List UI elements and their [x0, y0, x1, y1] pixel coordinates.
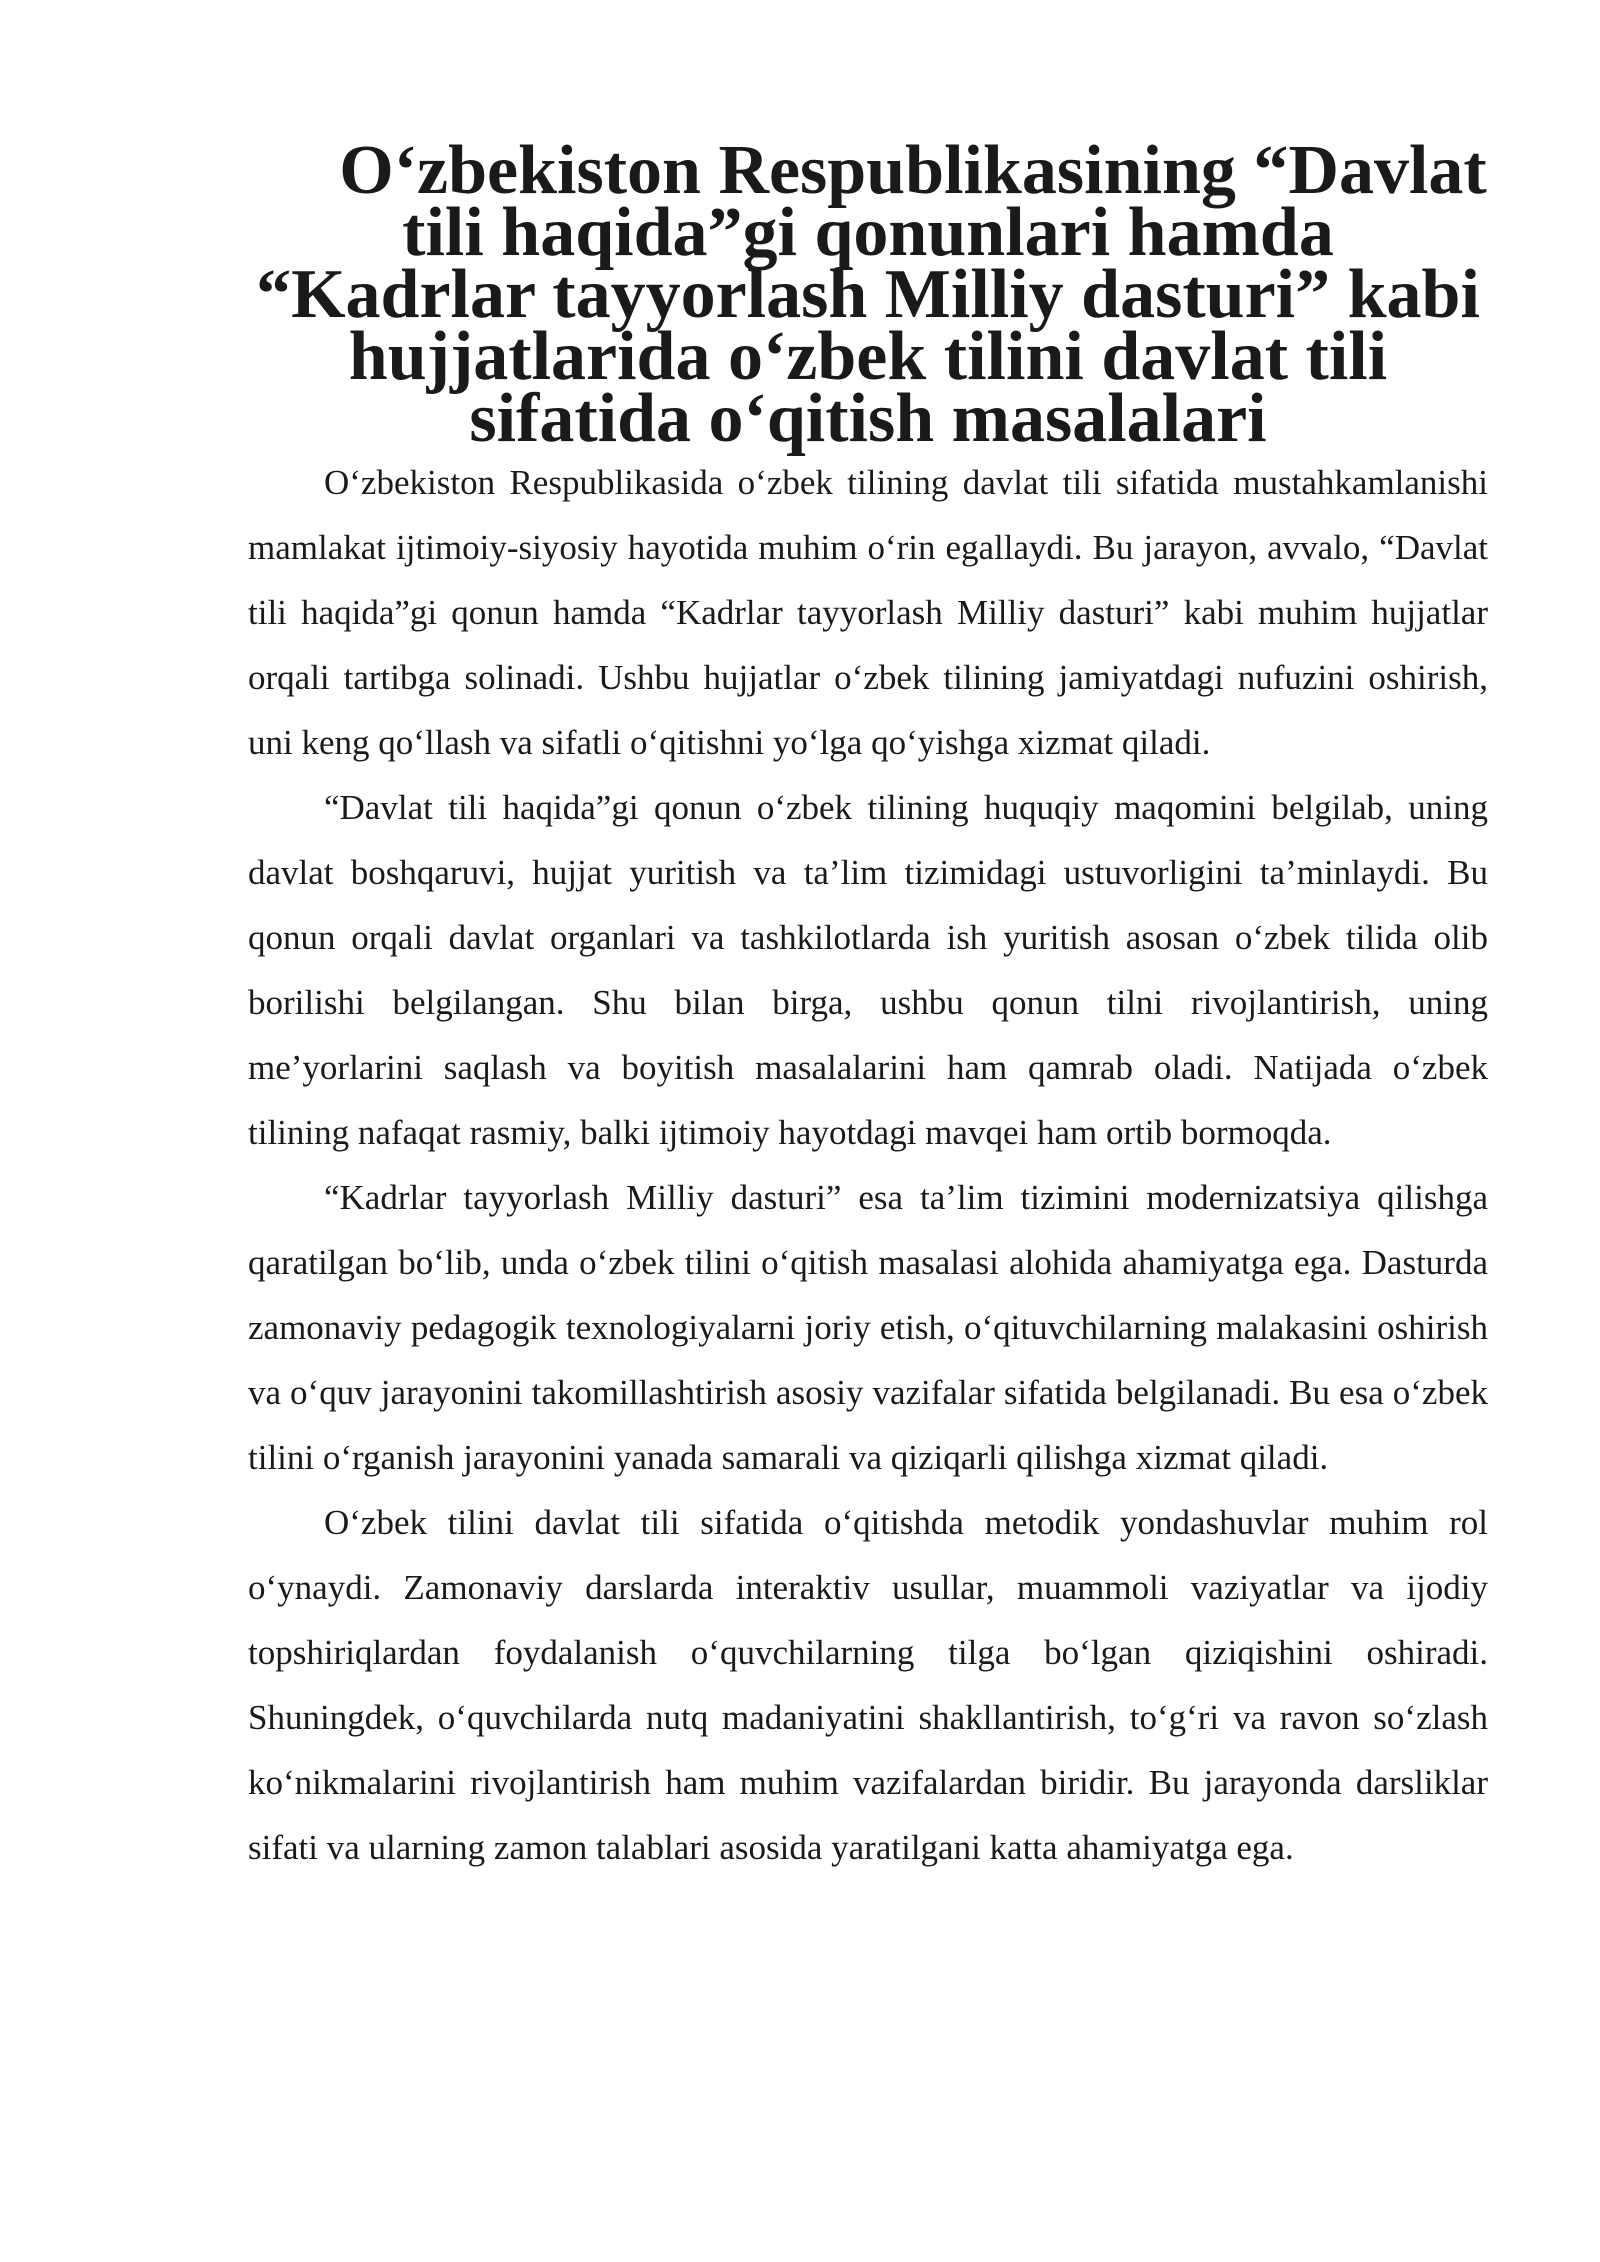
body-paragraph: “Kadrlar tayyorlash Milliy dasturi” esa ta’lim tizimini modernizatsiya qilishga qaratilgan bo‘lib, unda o‘zbek tilini o‘qitish masalasi alohida ahamiyatga ega. Dasturda zamonaviy pedagogik texnologiyalarni joriy etish, o‘qituvchilarning malakasini oshirish va o‘quv jarayonini takomillashtirish asosiy vazifalar sifatida belgilanadi. Bu esa o‘zbek tilini o‘rganish jarayonini yanada samarali va qiziqarli qilishga xizmat qiladi. [248, 1178, 1488, 1477]
document-page [248, 132, 1488, 1880]
title-line: sifatida o‘qitish masalalari [469, 380, 1267, 457]
title-line: O‘zbekiston Respublikasining “Davlat tili haqida”gi qonunlari hamda [339, 132, 1487, 271]
body-paragraph: O‘zbek tilini davlat tili sifatida o‘qitishda metodik yondashuvlar muhim rol o‘ynaydi. Zamonaviy darslarda interaktiv usullar, muammoli vaziyatlar va ijodiy topshiriqlardan foydalanish o‘quvchilarning tilga bo‘lgan qiziqishini oshiradi. Shuningdek, o‘quvchilarda nutq madaniyatini shakllantirish, to‘g‘ri va ravon so‘zlash ko‘nikmalarini rivojlantirish ham muhim vazifalardan biridir. Bu jarayonda darsliklar sifati va ularning zamon talablari asosida yaratilgani katta ahamiyatga ega. [248, 1503, 1488, 1867]
title-line: “Kadrlar tayyorlash Milliy dasturi” kabi hujjatlarida o‘zbek tilini davlat tili [256, 256, 1480, 395]
body-paragraph: “Davlat tili haqida”gi qonun o‘zbek tilining huquqiy maqomini belgilab, uning davlat boshqaruvi, hujjat yuritish va ta’lim tizimidagi ustuvorligini ta’minlaydi. Bu qonun orqali davlat organlari va tashkilotlarda ish yuritish asosan o‘zbek tilida olib borilishi belgilangan. Shu bilan birga, ushbu qonun tilni rivojlantirish, uning me’yorlarini saqlash va boyitish masalalarini ham qamrab oladi. Natijada o‘zbek tilining nafaqat rasmiy, balki ijtimoiy hayotdagi mavqei ham ortib bormoqda. [248, 788, 1488, 1152]
document-title [248, 132, 1488, 457]
body-paragraph: O‘zbekiston Respublikasida o‘zbek tilining davlat tili sifatida mustahkamlanishi mamlakat ijtimoiy-siyosiy hayotida muhim o‘rin egallaydi. Bu jarayon, avvalo, “Davlat tili haqida”gi qonun hamda “Kadrlar tayyorlash Milliy dasturi” kabi muhim hujjatlar orqali tartibga solinadi. Ushbu hujjatlar o‘zbek tilining jamiyatdagi nufuzini oshirish, uni keng qo‘llash va sifatli o‘qitishni yo‘lga qo‘yishga xizmat qiladi. [248, 463, 1488, 762]
